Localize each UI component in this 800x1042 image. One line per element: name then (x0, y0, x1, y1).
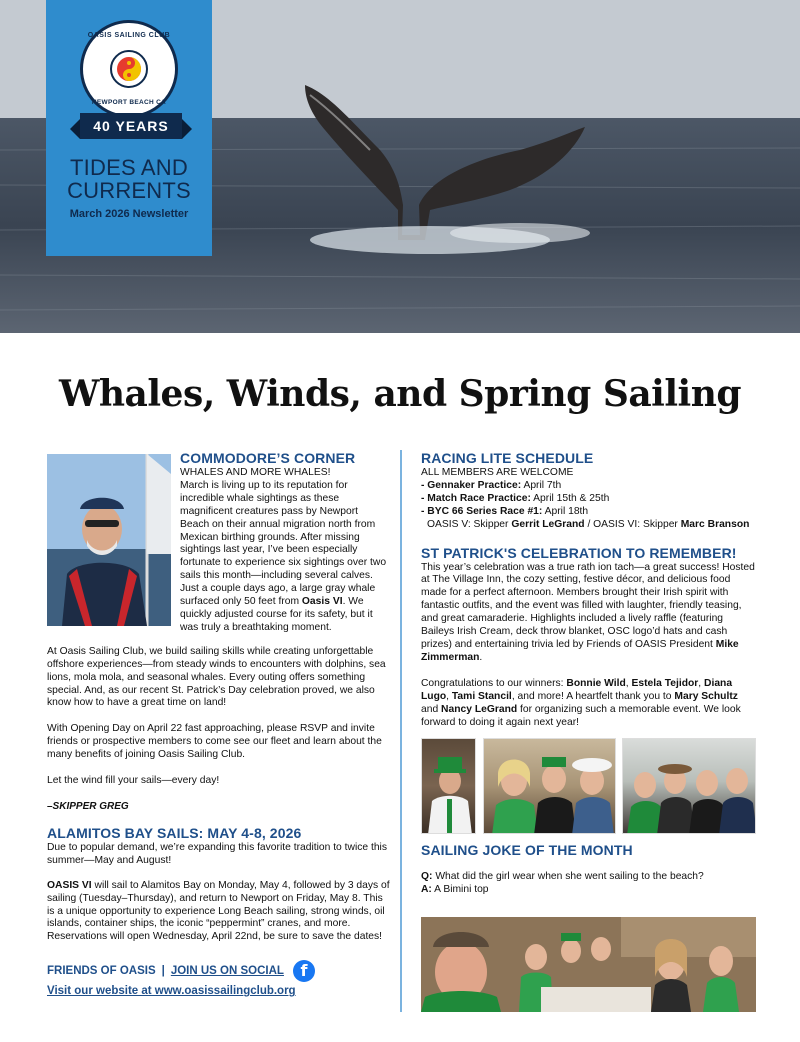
yin-yang-icon (112, 52, 146, 86)
alamitos-paragraph-2: OASIS VI will sail to Alamitos Bay on Monday, May 4, followed by 3 days of sailing (Tuesday–Thursday), and return to Newport on Friday, May 8. This is a unique opportunity to experience Long Beach sailing, strong winds, oil islands, container ships, the iconic “peppermint” cranes, and more. Reservations will open Wednesday, April 22nd, be sure to save the dates! (47, 879, 390, 943)
commodore-paragraph-4: Let the wind fill your sails—every day! (47, 775, 220, 787)
commodore-portrait (47, 454, 171, 626)
website-link[interactable]: Visit our website at www.oasissailingclub.org (47, 985, 296, 998)
social-row (47, 960, 390, 982)
stpatrick-paragraph-1: This year’s celebration was a true rath ion tach—a great success! Hosted at The Village Inn, the cozy setting, festive décor, and delicious food made for a perfect afternoon. Members brought their Irish spirit with fantastic outfits, and the event was filled with laughter, friendly teasing, and great camaraderie. Highlights included a lively raffle (featuring Baileys Irish Cream, deck throw blanket, OSC logo’d hats and cash prizes) and entertaining trivia led by Friends of OASIS President Mike Zimmerman. (421, 561, 755, 663)
commodore-paragraph-3: With Opening Day on April 22 fast approaching, please RSVP and invite friends or prospective members to come see our fleet and learn about the many benefits of joining Oasis Sailing Club. (47, 723, 382, 761)
hero-photo (0, 0, 800, 333)
column-divider (400, 450, 402, 1012)
title-line-2: CURRENTS (67, 178, 191, 203)
club-seal-logo (80, 20, 178, 118)
social-separator: | (161, 965, 165, 978)
photo-group-four (623, 739, 756, 834)
alamitos-paragraph-1: Due to popular demand, we’re expanding this favorite tradition to twice this summer—May and August! (47, 841, 387, 866)
celebration-photo-wide (421, 917, 756, 1012)
racing-skippers: OASIS V: Skipper Gerrit LeGrand / OASIS VI: Skipper Marc Branson (427, 518, 750, 530)
title-line-1: TIDES AND (70, 155, 188, 180)
alamitos-heading: ALAMITOS BAY SAILS: MAY 4-8, 2026 (47, 824, 302, 841)
photo-table-group (421, 917, 756, 1012)
celebration-photo-1 (421, 738, 476, 834)
racing-subheading: ALL MEMBERS ARE WELCOME (421, 467, 574, 478)
celebration-photo-2 (483, 738, 616, 834)
newsletter-date: March 2026 Newsletter (69, 208, 189, 220)
commodore-paragraph-2: At Oasis Sailing Club, we build sailing skills while creating unforgettable offshore experiences—from steady winds to encounters with dolphins, sea lions, mola mola, and seasonal whales. Every outing offers something special. And, as our recent St. Patrick’s Day celebration proved, we also know how to have a great time on land! (47, 645, 386, 709)
joke-answer: A: A Bimini top (421, 884, 489, 896)
right-column (421, 450, 756, 1012)
racing-item-2: - Match Race Practice: April 15th & 25th (421, 492, 610, 504)
photo-leprechaun (422, 739, 476, 834)
page-headline: Whales, Winds, and Spring Sailing (58, 373, 742, 415)
newsletter-banner (46, 0, 212, 256)
commodore-paragraph-1: March is living up to its reputation for incredible whale sightings as these magnificent creatures pass by Newport Beach on their annual migration north from Mexican birthing grounds. After missing sightings last year, I’ve been especially fortunate to experience six sightings over two sails this month—including several calves. Just a couple days ago, a large gray whale surfaced only 50 feet from Oasis VI. We quickly adjusted course for its safety, but it was truly a breathtaking moment. (180, 479, 387, 633)
joke-heading: SAILING JOKE OF THE MONTH (421, 842, 633, 859)
anniversary-ribbon: 40 YEARS (80, 113, 182, 139)
signoff: –SKIPPER GREG (47, 800, 129, 812)
stpatrick-heading: ST PATRICK'S CELEBRATION TO REMEMBER! (421, 544, 737, 561)
newsletter-title (46, 156, 212, 202)
commodore-heading: COMMODORE’S CORNER (180, 450, 356, 466)
facebook-icon[interactable]: f (293, 960, 315, 982)
seal-text-bottom: NEWPORT BEACH CA (91, 99, 167, 106)
seal-text-top: OASIS SAILING CLUB (87, 32, 171, 39)
racing-item-1: - Gennaker Practice: April 7th (421, 479, 562, 491)
celebration-photos (421, 738, 756, 834)
join-social-link[interactable]: JOIN US ON SOCIAL (170, 965, 284, 978)
racing-item-3: - BYC 66 Series Race #1: April 18th (421, 505, 589, 517)
left-column (47, 450, 390, 997)
photo-group-hats (484, 739, 616, 834)
racing-heading: RACING LITE SCHEDULE (421, 450, 594, 466)
joke-question: Q: What did the girl wear when she went sailing to the beach? (421, 871, 704, 883)
commodore-photo (47, 454, 171, 626)
stpatrick-paragraph-2: Congratulations to our winners: Bonnie Wild, Estela Tejidor, Diana Lugo, Tami Stancil, and more! A heartfelt thank you to Mary Schultz and Nancy LeGrand for organizing such a memorable event. We look forward to doing it again next year! (421, 677, 741, 728)
friends-of-oasis-link[interactable]: FRIENDS OF OASIS (47, 965, 156, 978)
yin-yang-flag-icon (110, 50, 148, 88)
celebration-photo-3 (622, 738, 756, 834)
commodore-subheading: WHALES AND MORE WHALES! (180, 467, 331, 478)
